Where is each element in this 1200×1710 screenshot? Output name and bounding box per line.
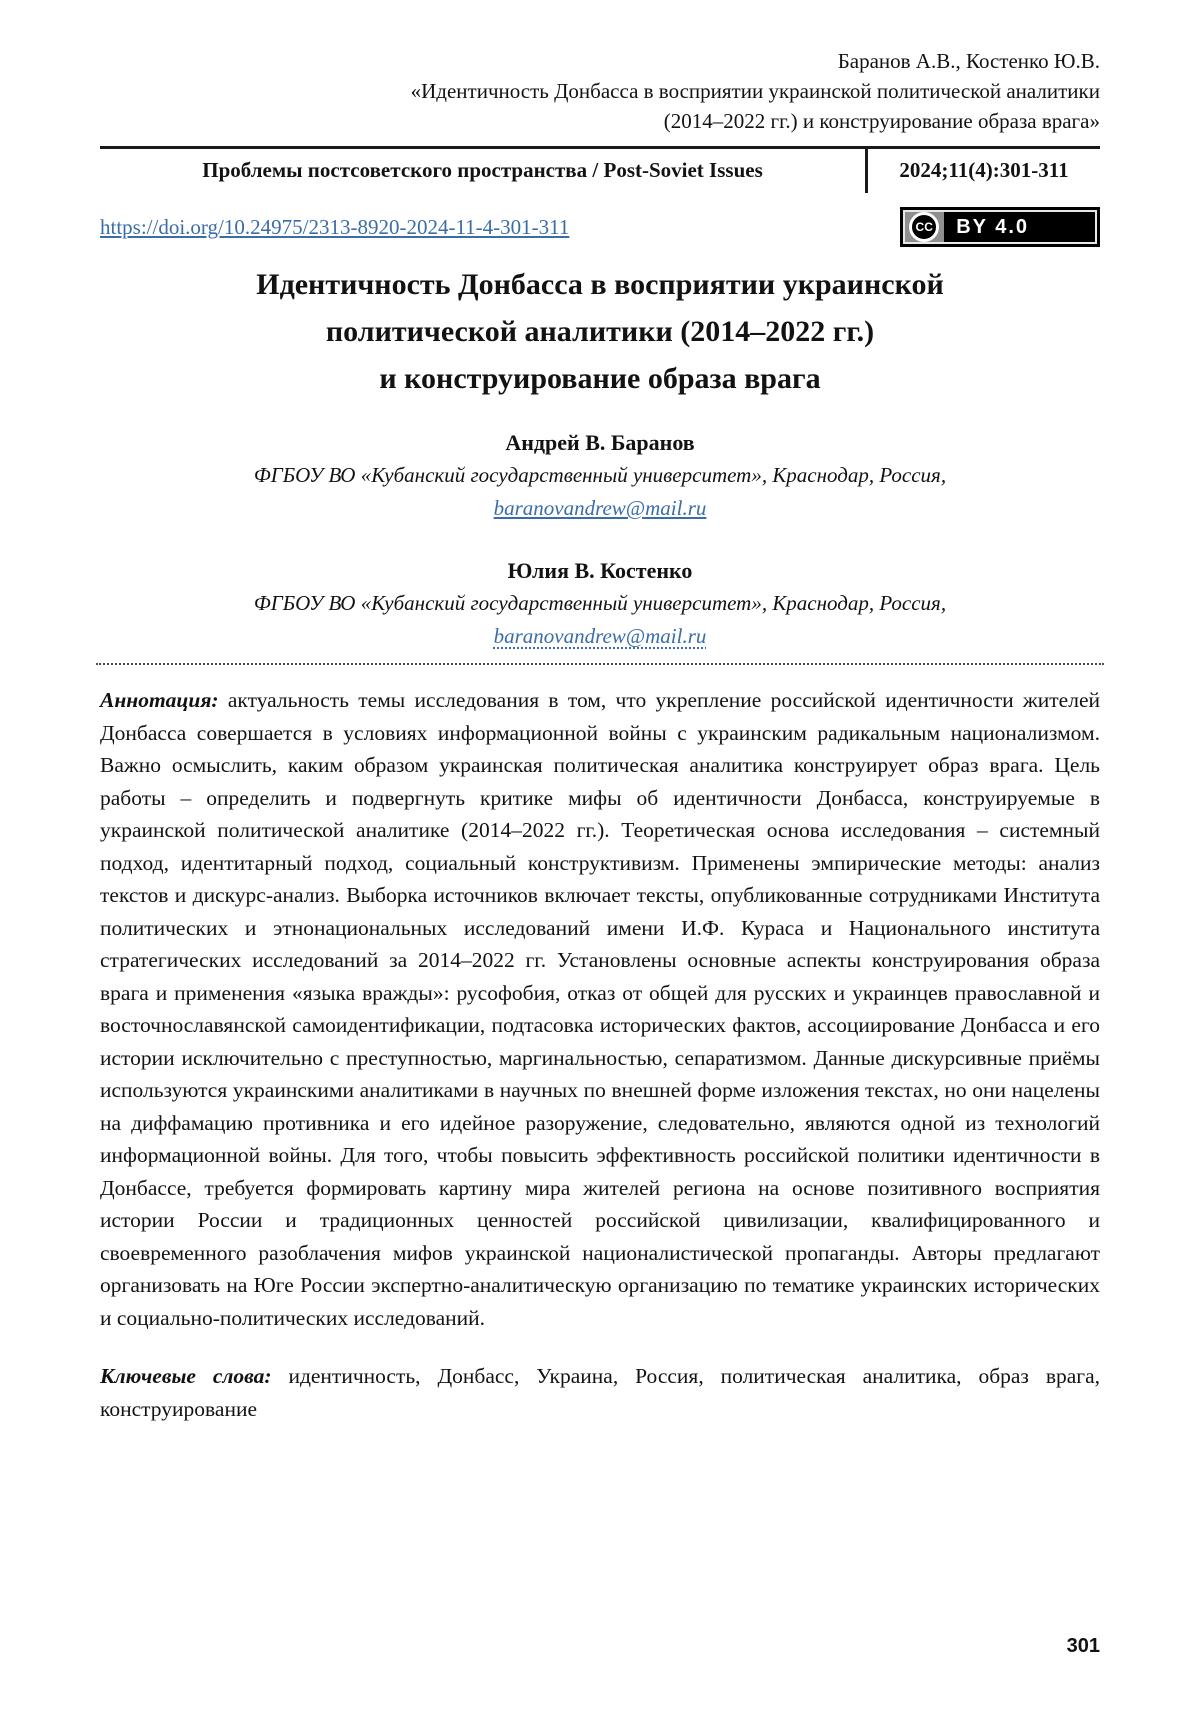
author-1-email-line: [100, 492, 1100, 525]
cc-license-text: BY 4.0: [956, 215, 1029, 238]
doi-row: [100, 207, 1100, 247]
abstract-label: Аннотация:: [100, 688, 219, 712]
issue-info: 2024;11(4):301-311: [899, 158, 1069, 182]
cc-badge-frame: [903, 210, 1097, 244]
abstract-paragraph: [100, 684, 1100, 1334]
running-head-title-line1: «Идентичность Донбасса в восприятии украинской политической аналитики: [410, 79, 1100, 103]
author-1-name: Андрей В. Баранов: [505, 430, 695, 455]
author-block-2: [100, 554, 1100, 653]
author-block-1: [100, 426, 1100, 525]
keywords-paragraph: [100, 1360, 1100, 1425]
cc-by-license-badge[interactable]: [900, 207, 1100, 247]
author-2-email-line: [100, 620, 1100, 653]
article-title-line1: Идентичность Донбасса в восприятии украинской: [256, 268, 944, 301]
article-title: [100, 261, 1100, 402]
author-2-affiliation: ФГБОУ ВО «Кубанский государственный университет», Краснодар, Россия,: [253, 591, 947, 615]
abstract-text: актуальность темы исследования в том, что укрепление российской идентичности жителей Донбасса совершается в условиях информационной войны с украинским радикальным национализмом. Важно осмыслить, каким образом украинская политическая аналитика конструирует образ врага. Цель работы – определить и подвергнуть критике мифы об идентичности Донбасса, конструируемые в украинской политической аналитике (2014–2022 гг.). Теоретическая основа исследования – системный подход, идентитарный подход, социальный конструктивизм. Применены эмпирические методы: анализ текстов и дискурс-анализ. Выборка источников включает тексты, опубликованные сотрудниками Института политических и этнонациональных исследований имени И.Ф. Кураса и Национального института стратегических исследований за 2014–2022 гг. Установлены основные аспекты конструирования образа врага и применения «языка вражды»: русофобия, отказ от общей для русских и украинцев православной и восточнославянской самоидентификации, подтасовка исторических фактов, ассоциирование Донбасса и его истории исключительно с преступностью, маргинальностью, сепаратизмом. Данные дискурсивные приёмы используются украинскими аналитиками в научных по внешней форме изложения текстах, но они нацелены на диффамацию противника и его идейное разоружение, следовательно, являются одной из технологий информационной войны. Для того, чтобы повысить эффективность российской политики идентичности в Донбассе, требуется формировать картину мира жителей региона на основе позитивного восприятия истории России и традиционных ценностей российской цивилизации, квалифицированного и своевременного разоблачения мифов украинской националистической пропаганды. Авторы предлагают организовать на Юге России экспертно-аналитическую организацию по тематике украинских исторических и социально-политических исследований.: [100, 688, 1101, 1330]
dotted-separator: [96, 663, 1104, 665]
cc-badge-left: [905, 212, 944, 242]
running-head: [100, 46, 1100, 136]
running-head-title-line2: (2014–2022 гг.) и конструирование образа врага»: [663, 109, 1100, 133]
article-title-line3: и конструирование образа врага: [379, 362, 821, 395]
doi-link[interactable]: https://doi.org/10.24975/2313-8920-2024-11-4-301-311: [100, 214, 570, 239]
journal-bar: [100, 146, 1100, 193]
page-number: 301: [1066, 1635, 1100, 1657]
author-2-email-link[interactable]: baranovandrew@mail.ru: [493, 624, 707, 648]
keywords-label: Ключевые слова:: [100, 1364, 272, 1388]
author-1-email-link[interactable]: baranovandrew@mail.ru: [493, 496, 707, 520]
cc-icon: CC: [909, 212, 939, 242]
keywords-text: идентичность, Донбасс, Украина, Россия, политическая аналитика, образ врага, конструирование: [100, 1364, 1101, 1421]
article-title-line2: политической аналитики (2014–2022 гг.): [325, 315, 875, 348]
author-1-affiliation: ФГБОУ ВО «Кубанский государственный университет», Краснодар, Россия,: [253, 463, 947, 487]
author-2-name: Юлия В. Костенко: [507, 558, 693, 583]
journal-title: Проблемы постсоветского пространства / Post-Soviet Issues: [202, 158, 763, 182]
running-head-authors: Баранов А.В., Костенко Ю.В.: [837, 49, 1100, 73]
